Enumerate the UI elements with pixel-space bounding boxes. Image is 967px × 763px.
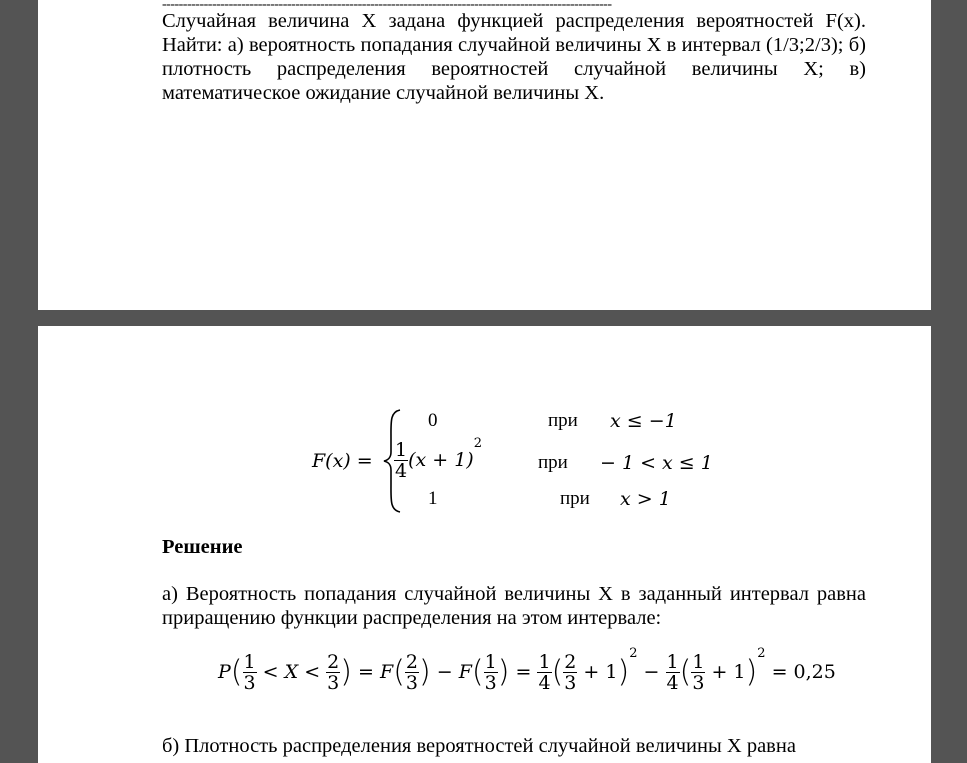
solution-part-b: б) Плотность распределения вероятностей случайной величины X равна: [162, 735, 796, 757]
task-statement: Случайная величина X задана функцией распределения вероятностей F(x). Найти: а) вероятность попадания случайной величины X в интервал (1/3;2/3); б) плотность распределения вероятностей случайной величины X; в) математическое ожидание случайной величины X.: [162, 10, 866, 104]
case-1-word: при: [548, 410, 578, 431]
solution-part-a: а) Вероятность попадания случайной величины X в заданный интервал равна приращению функции распределения на этом интервале:: [162, 583, 866, 629]
case-3-value: 1: [428, 488, 438, 509]
probability-formula: P( $\frac{1}{3}$ < X < $\frac{2}{3}$ ) = F( $\frac{2}{3}$ ) − F( $\frac{1}{3}$ ) = $\frac{1}{4}$ ( $\frac{2}{3}$ + 1)$^2$ − $\frac{1}{4}$ ( $\frac{1}{3}$ + 1)$^2$ = 0,25: [218, 646, 836, 694]
case-2-word: при: [538, 452, 568, 473]
case-2-condition: − 1 < x ≤ 1: [600, 452, 713, 474]
formula-lhs: F(x) =: [312, 450, 373, 472]
document-page-1: [38, 0, 931, 310]
solution-heading: Решение: [162, 536, 243, 558]
probability-result: = 0,25: [771, 661, 836, 683]
fraction-one-quarter: $\frac{1}{4}$: [395, 438, 408, 482]
document-page-2: [38, 326, 931, 763]
case-1-value: 0: [428, 410, 438, 431]
case-3-word: при: [560, 488, 590, 509]
separator-line: ------------------------------------------------------------------------------------------------------------: [162, 0, 612, 12]
case-3-condition: x > 1: [620, 488, 671, 510]
case-2-value: $\frac{1}{4}$ $(x + 1)^2$: [395, 436, 483, 482]
case-1-condition: x ≤ −1: [610, 410, 677, 432]
